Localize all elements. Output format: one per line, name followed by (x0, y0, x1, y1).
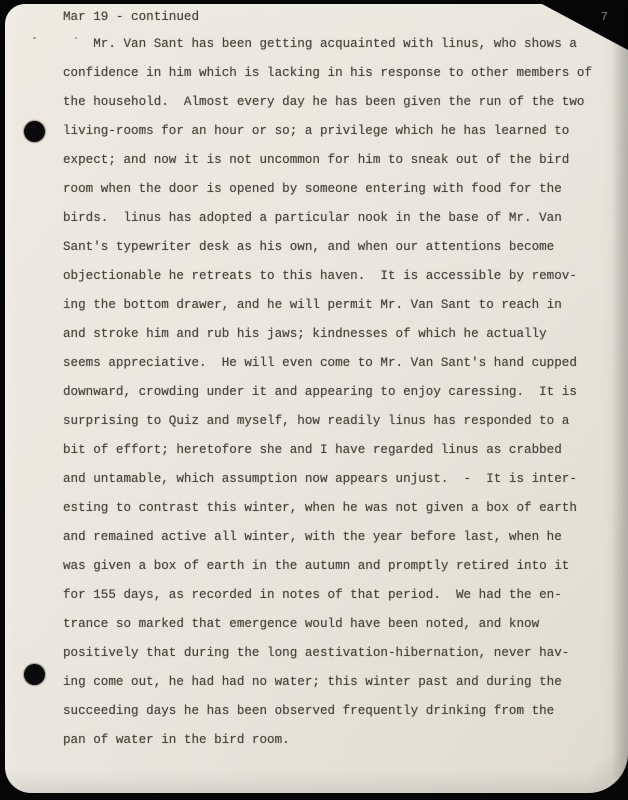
typed-line: Sant's typewriter desk as his own, and when our attentions become (63, 240, 555, 254)
typed-line: living-rooms for an hour or so; a privilege which he has learned to (63, 124, 570, 138)
typed-line: for 155 days, as recorded in notes of that period. We had the en- (63, 588, 562, 602)
hole-punch-bottom (24, 664, 45, 685)
ink-speck (33, 37, 36, 39)
typed-line: and untamable, which assumption now appears unjust. - It is inter- (63, 472, 577, 486)
typed-line: pan of water in the bird room. (63, 733, 290, 747)
page-number: 7 (600, 10, 608, 24)
hole-punch-top (24, 121, 45, 142)
typed-line: expect; and now it is not uncommon for him to sneak out of the bird (63, 153, 570, 167)
typed-line: and stroke him and rub his jaws; kindnesses of which he actually (63, 327, 547, 341)
typed-line: trance so marked that emergence would have been noted, and know (63, 617, 540, 631)
typed-line: Mr. Van Sant has been getting acquainted with linus, who shows a (63, 37, 577, 51)
typed-line: the household. Almost every day he has been given the run of the two (63, 95, 585, 109)
typed-line: downward, crowding under it and appearing to enjoy caressing. It is (63, 385, 577, 399)
typed-line: positively that during the long aestivation-hibernation, never hav- (63, 646, 570, 660)
paper-page (5, 4, 628, 793)
date-header: Mar 19 - continued (63, 10, 200, 24)
typed-line: ing the bottom drawer, and he will permit Mr. Van Sant to reach in (63, 298, 562, 312)
typed-line: surprising to Quiz and myself, how readily linus has responded to a (63, 414, 570, 428)
typed-line: seems appreciative. He will even come to Mr. Van Sant's hand cupped (63, 356, 577, 370)
typed-line: room when the door is opened by someone entering with food for the (63, 182, 562, 196)
typed-line: esting to contrast this winter, when he was not given a box of earth (63, 501, 577, 515)
typed-line: and remained active all winter, with the year before last, when he (63, 530, 562, 544)
typed-line: confidence in him which is lacking in his response to other members of (63, 66, 593, 80)
typed-line: birds. linus has adopted a particular nook in the base of Mr. Van (63, 211, 562, 225)
typed-line: ing come out, he had had no water; this winter past and during the (63, 675, 562, 689)
typed-line: succeeding days he has been observed frequently drinking from the (63, 704, 555, 718)
typed-lines (63, 30, 618, 755)
typed-line: objectionable he retreats to this haven. It is accessible by remov- (63, 269, 577, 283)
typed-line: bit of effort; heretofore she and I have regarded linus as crabbed (63, 443, 562, 457)
page-header-row (63, 4, 608, 31)
typed-line: was given a box of earth in the autumn and promptly retired into it (63, 559, 570, 573)
